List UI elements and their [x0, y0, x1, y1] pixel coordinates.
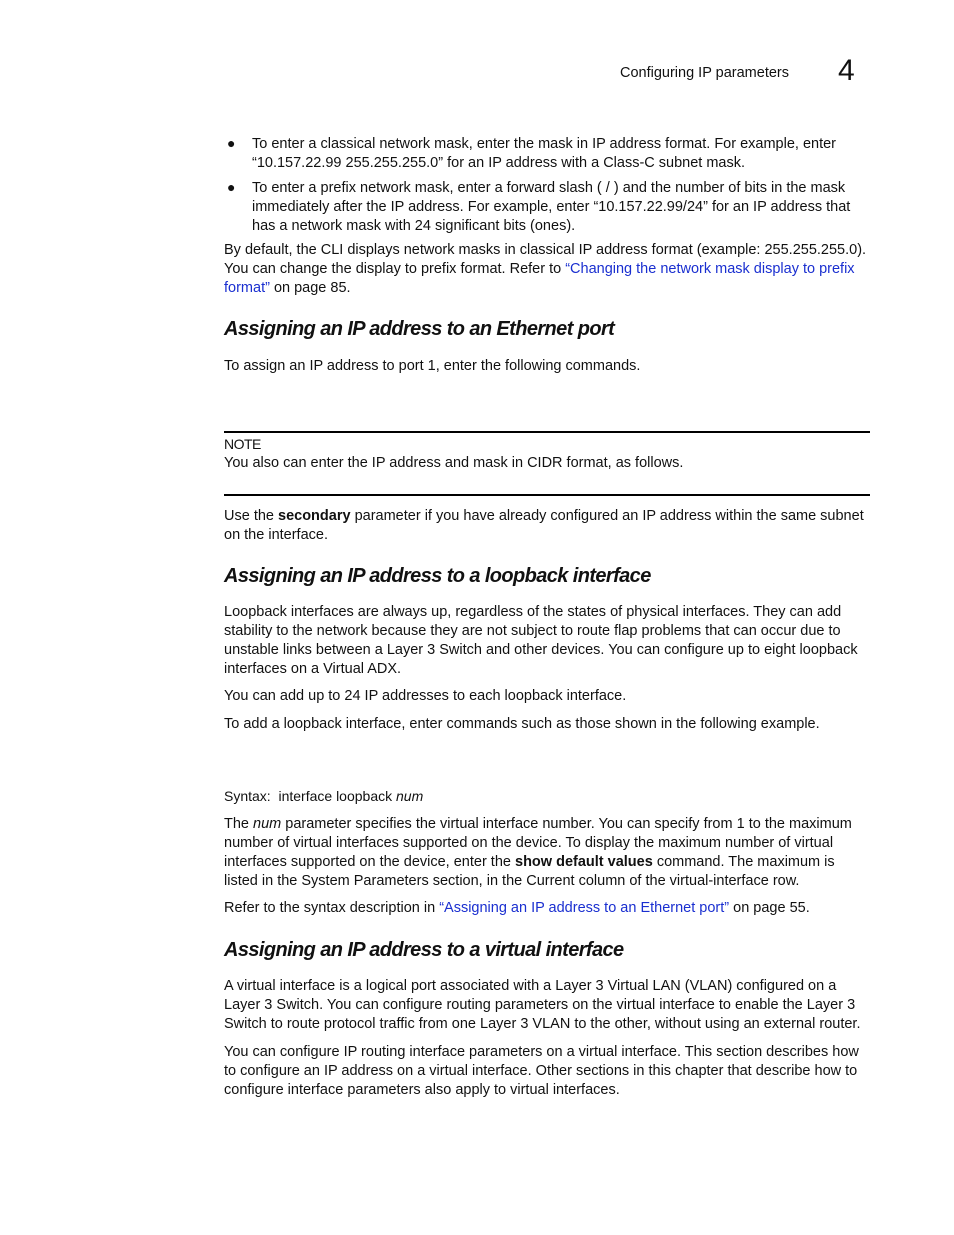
syntax-line: Syntax: interface loopback num — [224, 788, 424, 804]
paragraph-refer-syntax: Refer to the syntax description in “Assigning an IP address to an Ethernet port” on page 55. — [224, 900, 810, 916]
paragraph-num-parameter: The num parameter specifies the virtual interface number. You can specify from 1 to the maximum number of virtual interfaces supported on the device. To display the maximum number of virtual interfaces supported on the device, enter the show default values command. The maximum is listed in the System Parameters section, in the Current column of the virtual-interface row. — [224, 816, 852, 889]
link-changing-mask-display[interactable]: “Changing the network mask display to prefix format” — [224, 261, 855, 296]
bullet-prefix-mask: To enter a prefix network mask, enter a forward slash ( / ) and the number of bits in the mask immediately after the IP address. For example, enter “10.157.22.99/24” for an IP address that has a network mask with 24 significant bits (ones). — [252, 180, 851, 234]
paragraph-loopback-example: To add a loopback interface, enter commands such as those shown in the following example. — [224, 716, 820, 732]
bullet-classical-mask: To enter a classical network mask, enter the mask in IP address format. For example, enter “10.157.22.99 255.255.255.0” for an IP address with a Class-C subnet mask. — [252, 136, 837, 171]
note-bottom-rule — [224, 494, 870, 496]
note-label: NOTE — [224, 436, 261, 452]
bullet-icon: ● — [227, 179, 236, 195]
paragraph-default-display: By default, the CLI displays network masks in classical IP address format (example: 255.255.255.0). You can change the display to prefix format. Refer to “Changing the network mask display to prefix format” on page 85. — [224, 242, 867, 296]
note-top-rule — [224, 431, 870, 433]
link-assigning-ethernet-port[interactable]: “Assigning an IP address to an Ethernet port” — [439, 900, 730, 916]
paragraph-loopback-intro: Loopback interfaces are always up, regardless of the states of physical interfaces. They can add stability to the network because they are not subject to route flap problems that can occur due to unstable links between a Layer 3 Switch and other devices. You can configure up to eight loopback interfaces on a Virtual ADX. — [224, 604, 858, 677]
heading-virtual-interface: Assigning an IP address to a virtual interface — [224, 939, 624, 961]
paragraph-secondary: Use the secondary parameter if you have already configured an IP address within the same subnet on the interface. — [224, 508, 864, 543]
keyword-secondary: secondary — [278, 508, 351, 524]
paragraph-loopback-limit: You can add up to 24 IP addresses to each loopback interface. — [224, 688, 627, 704]
paragraph-virtual-intro: A virtual interface is a logical port associated with a Layer 3 Virtual LAN (VLAN) configured on a Layer 3 Switch. You can configure routing parameters on the virtual interface to enable the Layer 3 Switch to route protocol traffic from one Layer 3 VLAN to the other, without using an external router. — [224, 978, 861, 1032]
chapter-number: 4 — [838, 54, 855, 87]
keyword-show-default-values: show default values — [515, 854, 653, 870]
paragraph-virtual-config: You can configure IP routing interface parameters on a virtual interface. This section describes how to configure an IP address on a virtual interface. Other sections in this chapter that describe how to configure interface parameters also apply to virtual interfaces. — [224, 1044, 859, 1098]
heading-loopback: Assigning an IP address to a loopback interface — [224, 565, 651, 587]
bullet-icon: ● — [227, 135, 236, 151]
note-text: You also can enter the IP address and mask in CIDR format, as follows. — [224, 455, 684, 471]
heading-ethernet-port: Assigning an IP address to an Ethernet port — [224, 318, 615, 340]
paragraph-assign-port: To assign an IP address to port 1, enter the following commands. — [224, 358, 641, 374]
running-header: Configuring IP parameters — [620, 65, 789, 81]
